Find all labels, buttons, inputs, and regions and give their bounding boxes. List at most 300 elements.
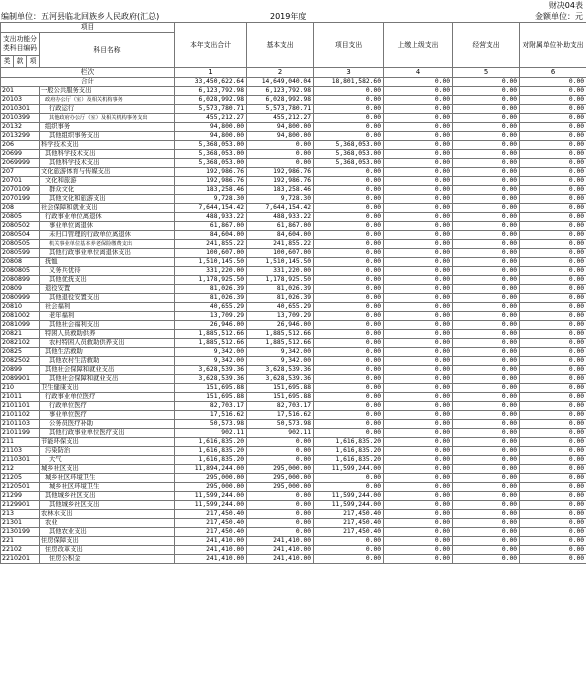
amount-cell: 0.00 xyxy=(384,375,453,384)
subject-code: 208 xyxy=(1,204,40,213)
amount-cell: 0.00 xyxy=(384,555,453,564)
amount-cell: 0.00 xyxy=(520,357,586,366)
amount-cell: 0.00 xyxy=(384,285,453,294)
total-cell: 33,450,622.64 xyxy=(175,78,247,87)
amount-cell: 5,368,053.00 xyxy=(175,141,247,150)
subject-code: 2080999 xyxy=(1,294,40,303)
subject-code: 2070109 xyxy=(1,186,40,195)
amount-cell: 0.00 xyxy=(384,249,453,258)
header-col3: 项目支出 xyxy=(314,23,384,68)
subject-name: 行政单位医疗 xyxy=(40,402,175,411)
subject-name: 城乡社区支出 xyxy=(40,465,175,474)
amount-cell: 0.00 xyxy=(247,456,314,465)
total-row xyxy=(1,78,586,87)
amount-cell: 0.00 xyxy=(520,501,586,510)
amount-cell: 0.00 xyxy=(314,249,384,258)
subject-code: 21299 xyxy=(1,492,40,501)
subject-name: 住房公积金 xyxy=(40,555,175,564)
amount-cell: 0.00 xyxy=(314,312,384,321)
header-kuan: 款 xyxy=(14,56,27,68)
amount-cell: 0.00 xyxy=(384,420,453,429)
amount-cell: 0.00 xyxy=(384,339,453,348)
amount-cell: 0.00 xyxy=(520,276,586,285)
amount-cell: 295,000.00 xyxy=(247,474,314,483)
amount-cell: 0.00 xyxy=(453,546,520,555)
amount-cell: 0.00 xyxy=(314,330,384,339)
amount-cell: 0.00 xyxy=(384,159,453,168)
amount-cell: 0.00 xyxy=(384,402,453,411)
amount-cell: 0.00 xyxy=(520,87,586,96)
amount-cell: 1,885,512.66 xyxy=(247,330,314,339)
amount-cell: 0.00 xyxy=(520,483,586,492)
amount-cell: 0.00 xyxy=(453,159,520,168)
amount-cell: 94,800.00 xyxy=(247,123,314,132)
table-row xyxy=(1,231,586,240)
subject-code: 221 xyxy=(1,537,40,546)
amount-cell: 1,885,512.66 xyxy=(175,339,247,348)
table-row xyxy=(1,348,586,357)
amount-cell: 0.00 xyxy=(520,204,586,213)
subject-code: 201 xyxy=(1,87,40,96)
amount-cell: 84,604.00 xyxy=(175,231,247,240)
subject-name: 大气 xyxy=(40,456,175,465)
amount-cell: 0.00 xyxy=(384,393,453,402)
subject-code: 20103 xyxy=(1,96,40,105)
amount-cell: 11,599,244.00 xyxy=(175,501,247,510)
amount-cell: 0.00 xyxy=(314,555,384,564)
table-row xyxy=(1,555,586,564)
amount-cell: 0.00 xyxy=(314,123,384,132)
amount-cell: 0.00 xyxy=(453,222,520,231)
total-cell: 0.00 xyxy=(384,78,453,87)
amount-cell: 11,599,244.00 xyxy=(175,492,247,501)
amount-cell: 0.00 xyxy=(314,114,384,123)
subject-name: 老年福利 xyxy=(40,312,175,321)
amount-cell: 0.00 xyxy=(384,195,453,204)
amount-cell: 6,028,992.98 xyxy=(175,96,247,105)
amount-cell: 0.00 xyxy=(384,357,453,366)
amount-cell: 0.00 xyxy=(453,87,520,96)
amount-cell: 0.00 xyxy=(520,465,586,474)
amount-cell: 0.00 xyxy=(384,501,453,510)
amount-cell: 0.00 xyxy=(520,132,586,141)
amount-cell: 0.00 xyxy=(520,546,586,555)
col-index-2: 2 xyxy=(247,68,314,78)
table-row xyxy=(1,303,586,312)
subject-code: 20825 xyxy=(1,348,40,357)
subject-code: 2080899 xyxy=(1,276,40,285)
amount-cell: 5,368,053.00 xyxy=(175,150,247,159)
amount-cell: 0.00 xyxy=(520,519,586,528)
amount-cell: 0.00 xyxy=(453,510,520,519)
amount-cell: 5,368,053.00 xyxy=(175,159,247,168)
header-col5: 经营支出 xyxy=(453,23,520,68)
amount-cell: 0.00 xyxy=(314,186,384,195)
subject-name: 事业单位医疗 xyxy=(40,411,175,420)
col-index-5: 5 xyxy=(453,68,520,78)
amount-cell: 0.00 xyxy=(520,258,586,267)
subject-name: 卫生健康支出 xyxy=(40,384,175,393)
amount-cell: 241,410.00 xyxy=(247,555,314,564)
total-cell: 18,801,582.60 xyxy=(314,78,384,87)
subject-code: 212 xyxy=(1,465,40,474)
amount-cell: 3,628,539.36 xyxy=(247,366,314,375)
amount-cell: 151,695.88 xyxy=(247,393,314,402)
subject-code: 2082502 xyxy=(1,357,40,366)
amount-cell: 0.00 xyxy=(520,528,586,537)
amount-cell: 9,342.00 xyxy=(247,348,314,357)
amount-cell: 1,616,835.20 xyxy=(314,438,384,447)
amount-cell: 151,695.88 xyxy=(247,384,314,393)
amount-cell: 0.00 xyxy=(384,303,453,312)
subject-code: 21011 xyxy=(1,393,40,402)
amount-cell: 0.00 xyxy=(520,240,586,249)
amount-cell: 0.00 xyxy=(453,141,520,150)
header-rowlabel: 栏次 xyxy=(1,68,175,78)
amount-cell: 192,986.76 xyxy=(175,168,247,177)
subject-code: 20699 xyxy=(1,150,40,159)
amount-cell: 1,616,835.20 xyxy=(175,456,247,465)
amount-cell: 0.00 xyxy=(314,96,384,105)
amount-cell: 0.00 xyxy=(384,411,453,420)
amount-cell: 0.00 xyxy=(520,213,586,222)
subject-code: 2101102 xyxy=(1,411,40,420)
subject-code: 2010399 xyxy=(1,114,40,123)
subject-code: 20810 xyxy=(1,303,40,312)
amount-cell: 0.00 xyxy=(520,411,586,420)
amount-cell: 0.00 xyxy=(520,348,586,357)
amount-cell: 0.00 xyxy=(520,285,586,294)
amount-cell: 0.00 xyxy=(314,303,384,312)
amount-cell: 217,450.40 xyxy=(175,528,247,537)
amount-cell: 0.00 xyxy=(520,168,586,177)
subject-name: 其他社会福利支出 xyxy=(40,321,175,330)
subject-code: 2129901 xyxy=(1,501,40,510)
amount-cell: 488,933.22 xyxy=(175,213,247,222)
amount-cell: 902.11 xyxy=(175,429,247,438)
amount-cell: 0.00 xyxy=(314,384,384,393)
amount-cell: 0.00 xyxy=(453,456,520,465)
amount-cell: 0.00 xyxy=(247,492,314,501)
subject-name: 政府办公厅（室）及相关机构事务 xyxy=(40,96,175,105)
amount-cell: 0.00 xyxy=(520,339,586,348)
amount-cell: 0.00 xyxy=(453,240,520,249)
table-row xyxy=(1,123,586,132)
amount-cell: 0.00 xyxy=(314,132,384,141)
amount-cell: 0.00 xyxy=(314,240,384,249)
table-row xyxy=(1,393,586,402)
amount-cell: 295,000.00 xyxy=(247,465,314,474)
amount-cell: 0.00 xyxy=(314,402,384,411)
subject-name: 一般公共服务支出 xyxy=(40,87,175,96)
amount-cell: 0.00 xyxy=(384,240,453,249)
amount-cell: 241,410.00 xyxy=(175,537,247,546)
amount-cell: 9,342.00 xyxy=(175,357,247,366)
amount-cell: 241,410.00 xyxy=(175,555,247,564)
amount-cell: 217,450.40 xyxy=(314,510,384,519)
amount-cell: 0.00 xyxy=(384,330,453,339)
amount-cell: 50,573.98 xyxy=(247,420,314,429)
amount-cell: 0.00 xyxy=(453,447,520,456)
amount-cell: 295,000.00 xyxy=(247,483,314,492)
amount-cell: 0.00 xyxy=(314,222,384,231)
amount-cell: 0.00 xyxy=(314,375,384,384)
subject-name: 其他社会保障和就业支出 xyxy=(40,375,175,384)
amount-cell: 0.00 xyxy=(453,402,520,411)
table-row xyxy=(1,411,586,420)
subject-name: 社会福利 xyxy=(40,303,175,312)
amount-cell: 192,986.76 xyxy=(175,177,247,186)
amount-cell: 1,885,512.66 xyxy=(247,339,314,348)
unit-label: 编制单位：五河县临北回族乡人民政府(汇总) xyxy=(1,12,160,21)
subject-code: 2070199 xyxy=(1,195,40,204)
amount-cell: 0.00 xyxy=(384,141,453,150)
subject-code: 2101103 xyxy=(1,420,40,429)
subject-code: 2130199 xyxy=(1,528,40,537)
subject-name: 其他政府办公厅（室）及相关机构事务支出 xyxy=(40,114,175,123)
header-subject-name: 科目名称 xyxy=(40,33,175,68)
amount-cell: 0.00 xyxy=(520,150,586,159)
amount-cell: 0.00 xyxy=(314,168,384,177)
amount-cell: 151,695.88 xyxy=(175,384,247,393)
amount-cell: 0.00 xyxy=(520,510,586,519)
subject-name: 义务兵优待 xyxy=(40,267,175,276)
subject-code: 20805 xyxy=(1,213,40,222)
amount-cell: 0.00 xyxy=(520,105,586,114)
amount-cell: 0.00 xyxy=(384,267,453,276)
amount-cell: 0.00 xyxy=(453,276,520,285)
amount-cell: 241,410.00 xyxy=(247,546,314,555)
subject-name: 公务员医疗补助 xyxy=(40,420,175,429)
amount-cell: 0.00 xyxy=(520,267,586,276)
amount-cell: 0.00 xyxy=(384,492,453,501)
table-row xyxy=(1,519,586,528)
amount-cell: 0.00 xyxy=(453,411,520,420)
amount-cell: 0.00 xyxy=(453,249,520,258)
amount-cell: 26,946.00 xyxy=(175,321,247,330)
amount-cell: 0.00 xyxy=(520,186,586,195)
amount-cell: 0.00 xyxy=(453,537,520,546)
subject-code: 2082102 xyxy=(1,339,40,348)
amount-cell: 0.00 xyxy=(520,312,586,321)
table-row xyxy=(1,492,586,501)
amount-cell: 0.00 xyxy=(384,546,453,555)
subject-code: 20701 xyxy=(1,177,40,186)
amount-cell: 0.00 xyxy=(384,294,453,303)
table-row xyxy=(1,474,586,483)
amount-cell: 0.00 xyxy=(453,204,520,213)
amount-cell: 0.00 xyxy=(314,393,384,402)
subject-name: 污染防治 xyxy=(40,447,175,456)
amount-cell: 0.00 xyxy=(314,294,384,303)
subject-name: 住房改革支出 xyxy=(40,546,175,555)
amount-cell: 0.00 xyxy=(520,492,586,501)
header-col4: 上缴上级支出 xyxy=(384,23,453,68)
col-index-4: 4 xyxy=(384,68,453,78)
form-number: 财决04表 xyxy=(548,1,583,10)
amount-cell: 1,616,835.20 xyxy=(175,438,247,447)
amount-cell: 0.00 xyxy=(453,492,520,501)
subject-code: 20808 xyxy=(1,258,40,267)
amount-cell: 5,573,780.71 xyxy=(175,105,247,114)
table-row xyxy=(1,96,586,105)
amount-cell: 0.00 xyxy=(384,168,453,177)
amount-cell: 13,709.29 xyxy=(175,312,247,321)
amount-cell: 0.00 xyxy=(453,150,520,159)
amount-cell: 151,695.88 xyxy=(175,393,247,402)
amount-cell: 50,573.98 xyxy=(175,420,247,429)
amount-cell: 0.00 xyxy=(314,420,384,429)
header-func-class: 支出功能分类科目编码 xyxy=(1,33,40,56)
amount-cell: 0.00 xyxy=(453,258,520,267)
amount-cell: 0.00 xyxy=(453,528,520,537)
subject-code: 2101101 xyxy=(1,402,40,411)
amount-cell: 0.00 xyxy=(520,321,586,330)
subject-name: 行政事业单位离退休 xyxy=(40,213,175,222)
amount-cell: 0.00 xyxy=(453,96,520,105)
amount-cell: 5,368,053.00 xyxy=(314,141,384,150)
amount-cell: 81,026.39 xyxy=(175,294,247,303)
col-index-6: 6 xyxy=(520,68,586,78)
amount-cell: 0.00 xyxy=(384,231,453,240)
amount-cell: 7,644,154.42 xyxy=(175,204,247,213)
amount-cell: 0.00 xyxy=(520,231,586,240)
amount-cell: 0.00 xyxy=(384,132,453,141)
subject-name: 特困人员救助供养 xyxy=(40,330,175,339)
subject-code: 22102 xyxy=(1,546,40,555)
amount-cell: 331,220.00 xyxy=(247,267,314,276)
amount-cell: 0.00 xyxy=(247,150,314,159)
amount-cell: 9,728.30 xyxy=(247,195,314,204)
table-row xyxy=(1,357,586,366)
table-row xyxy=(1,150,586,159)
amount-cell: 0.00 xyxy=(314,339,384,348)
amount-cell: 0.00 xyxy=(520,195,586,204)
amount-cell: 0.00 xyxy=(453,321,520,330)
table-row xyxy=(1,546,586,555)
subject-code: 2080805 xyxy=(1,267,40,276)
report-year: 2019年度 xyxy=(270,12,307,21)
col-index-1: 1 xyxy=(175,68,247,78)
amount-cell: 488,933.22 xyxy=(247,213,314,222)
subject-name: 组织事务 xyxy=(40,123,175,132)
amount-cell: 0.00 xyxy=(453,168,520,177)
amount-cell: 0.00 xyxy=(453,339,520,348)
subject-name: 行政运行 xyxy=(40,105,175,114)
table-row xyxy=(1,213,586,222)
amount-cell: 0.00 xyxy=(384,186,453,195)
amount-cell: 0.00 xyxy=(314,267,384,276)
table-row xyxy=(1,366,586,375)
amount-cell: 0.00 xyxy=(520,429,586,438)
amount-cell: 0.00 xyxy=(453,483,520,492)
subject-name: 文化和旅游 xyxy=(40,177,175,186)
amount-cell: 0.00 xyxy=(520,447,586,456)
subject-code: 2010301 xyxy=(1,105,40,114)
amount-cell: 217,450.40 xyxy=(314,528,384,537)
amount-cell: 0.00 xyxy=(314,348,384,357)
amount-cell: 1,616,835.20 xyxy=(314,456,384,465)
amount-cell: 0.00 xyxy=(453,420,520,429)
amount-cell: 192,986.76 xyxy=(247,177,314,186)
amount-cell: 183,258.46 xyxy=(247,186,314,195)
amount-cell: 0.00 xyxy=(384,528,453,537)
subject-code: 2089901 xyxy=(1,375,40,384)
table-row xyxy=(1,339,586,348)
amount-cell: 217,450.40 xyxy=(175,510,247,519)
subject-name: 其他生活救助 xyxy=(40,348,175,357)
subject-code: 20809 xyxy=(1,285,40,294)
amount-cell: 0.00 xyxy=(384,312,453,321)
table-row xyxy=(1,114,586,123)
subject-name: 农业 xyxy=(40,519,175,528)
amount-cell: 0.00 xyxy=(520,456,586,465)
amount-cell: 0.00 xyxy=(453,366,520,375)
table-row xyxy=(1,285,586,294)
amount-cell: 0.00 xyxy=(247,159,314,168)
amount-cell: 0.00 xyxy=(384,276,453,285)
amount-cell: 82,703.17 xyxy=(175,402,247,411)
subject-code: 2080504 xyxy=(1,231,40,240)
subject-name: 其他组织事务支出 xyxy=(40,132,175,141)
table-row xyxy=(1,429,586,438)
table-row xyxy=(1,501,586,510)
amount-cell: 5,573,780.71 xyxy=(247,105,314,114)
subject-code: 213 xyxy=(1,510,40,519)
amount-cell: 0.00 xyxy=(520,303,586,312)
amount-cell: 241,410.00 xyxy=(247,537,314,546)
amount-cell: 0.00 xyxy=(384,150,453,159)
subject-code: 2013299 xyxy=(1,132,40,141)
amount-cell: 0.00 xyxy=(384,87,453,96)
subject-name: 行政事业单位医疗 xyxy=(40,393,175,402)
amount-cell: 0.00 xyxy=(520,474,586,483)
subject-name: 城乡社区环境卫生 xyxy=(40,483,175,492)
table-row xyxy=(1,168,586,177)
subject-name: 其他城乡社区支出 xyxy=(40,492,175,501)
amount-cell: 0.00 xyxy=(384,123,453,132)
expenditure-table xyxy=(0,22,586,564)
subject-name: 其他城乡社区支出 xyxy=(40,501,175,510)
subject-name: 农林水支出 xyxy=(40,510,175,519)
amount-cell: 0.00 xyxy=(453,465,520,474)
subject-name: 其他科学技术支出 xyxy=(40,150,175,159)
amount-cell: 17,516.62 xyxy=(175,411,247,420)
amount-cell: 0.00 xyxy=(384,474,453,483)
amount-cell: 0.00 xyxy=(520,384,586,393)
subject-name: 住房保障支出 xyxy=(40,537,175,546)
table-row xyxy=(1,276,586,285)
amount-cell: 0.00 xyxy=(520,420,586,429)
subject-name: 退役安置 xyxy=(40,285,175,294)
subject-code: 21205 xyxy=(1,474,40,483)
amount-cell: 0.00 xyxy=(384,519,453,528)
amount-cell: 0.00 xyxy=(453,294,520,303)
amount-cell: 0.00 xyxy=(453,123,520,132)
amount-cell: 0.00 xyxy=(520,249,586,258)
col-index-3: 3 xyxy=(314,68,384,78)
report-header xyxy=(0,0,586,22)
table-row xyxy=(1,438,586,447)
table-row xyxy=(1,105,586,114)
amount-cell: 17,516.62 xyxy=(247,411,314,420)
amount-cell: 0.00 xyxy=(247,447,314,456)
amount-cell: 0.00 xyxy=(314,177,384,186)
subject-name: 节能环保支出 xyxy=(40,438,175,447)
amount-cell: 0.00 xyxy=(247,519,314,528)
table-row xyxy=(1,159,586,168)
total-label: 合计 xyxy=(1,78,175,87)
